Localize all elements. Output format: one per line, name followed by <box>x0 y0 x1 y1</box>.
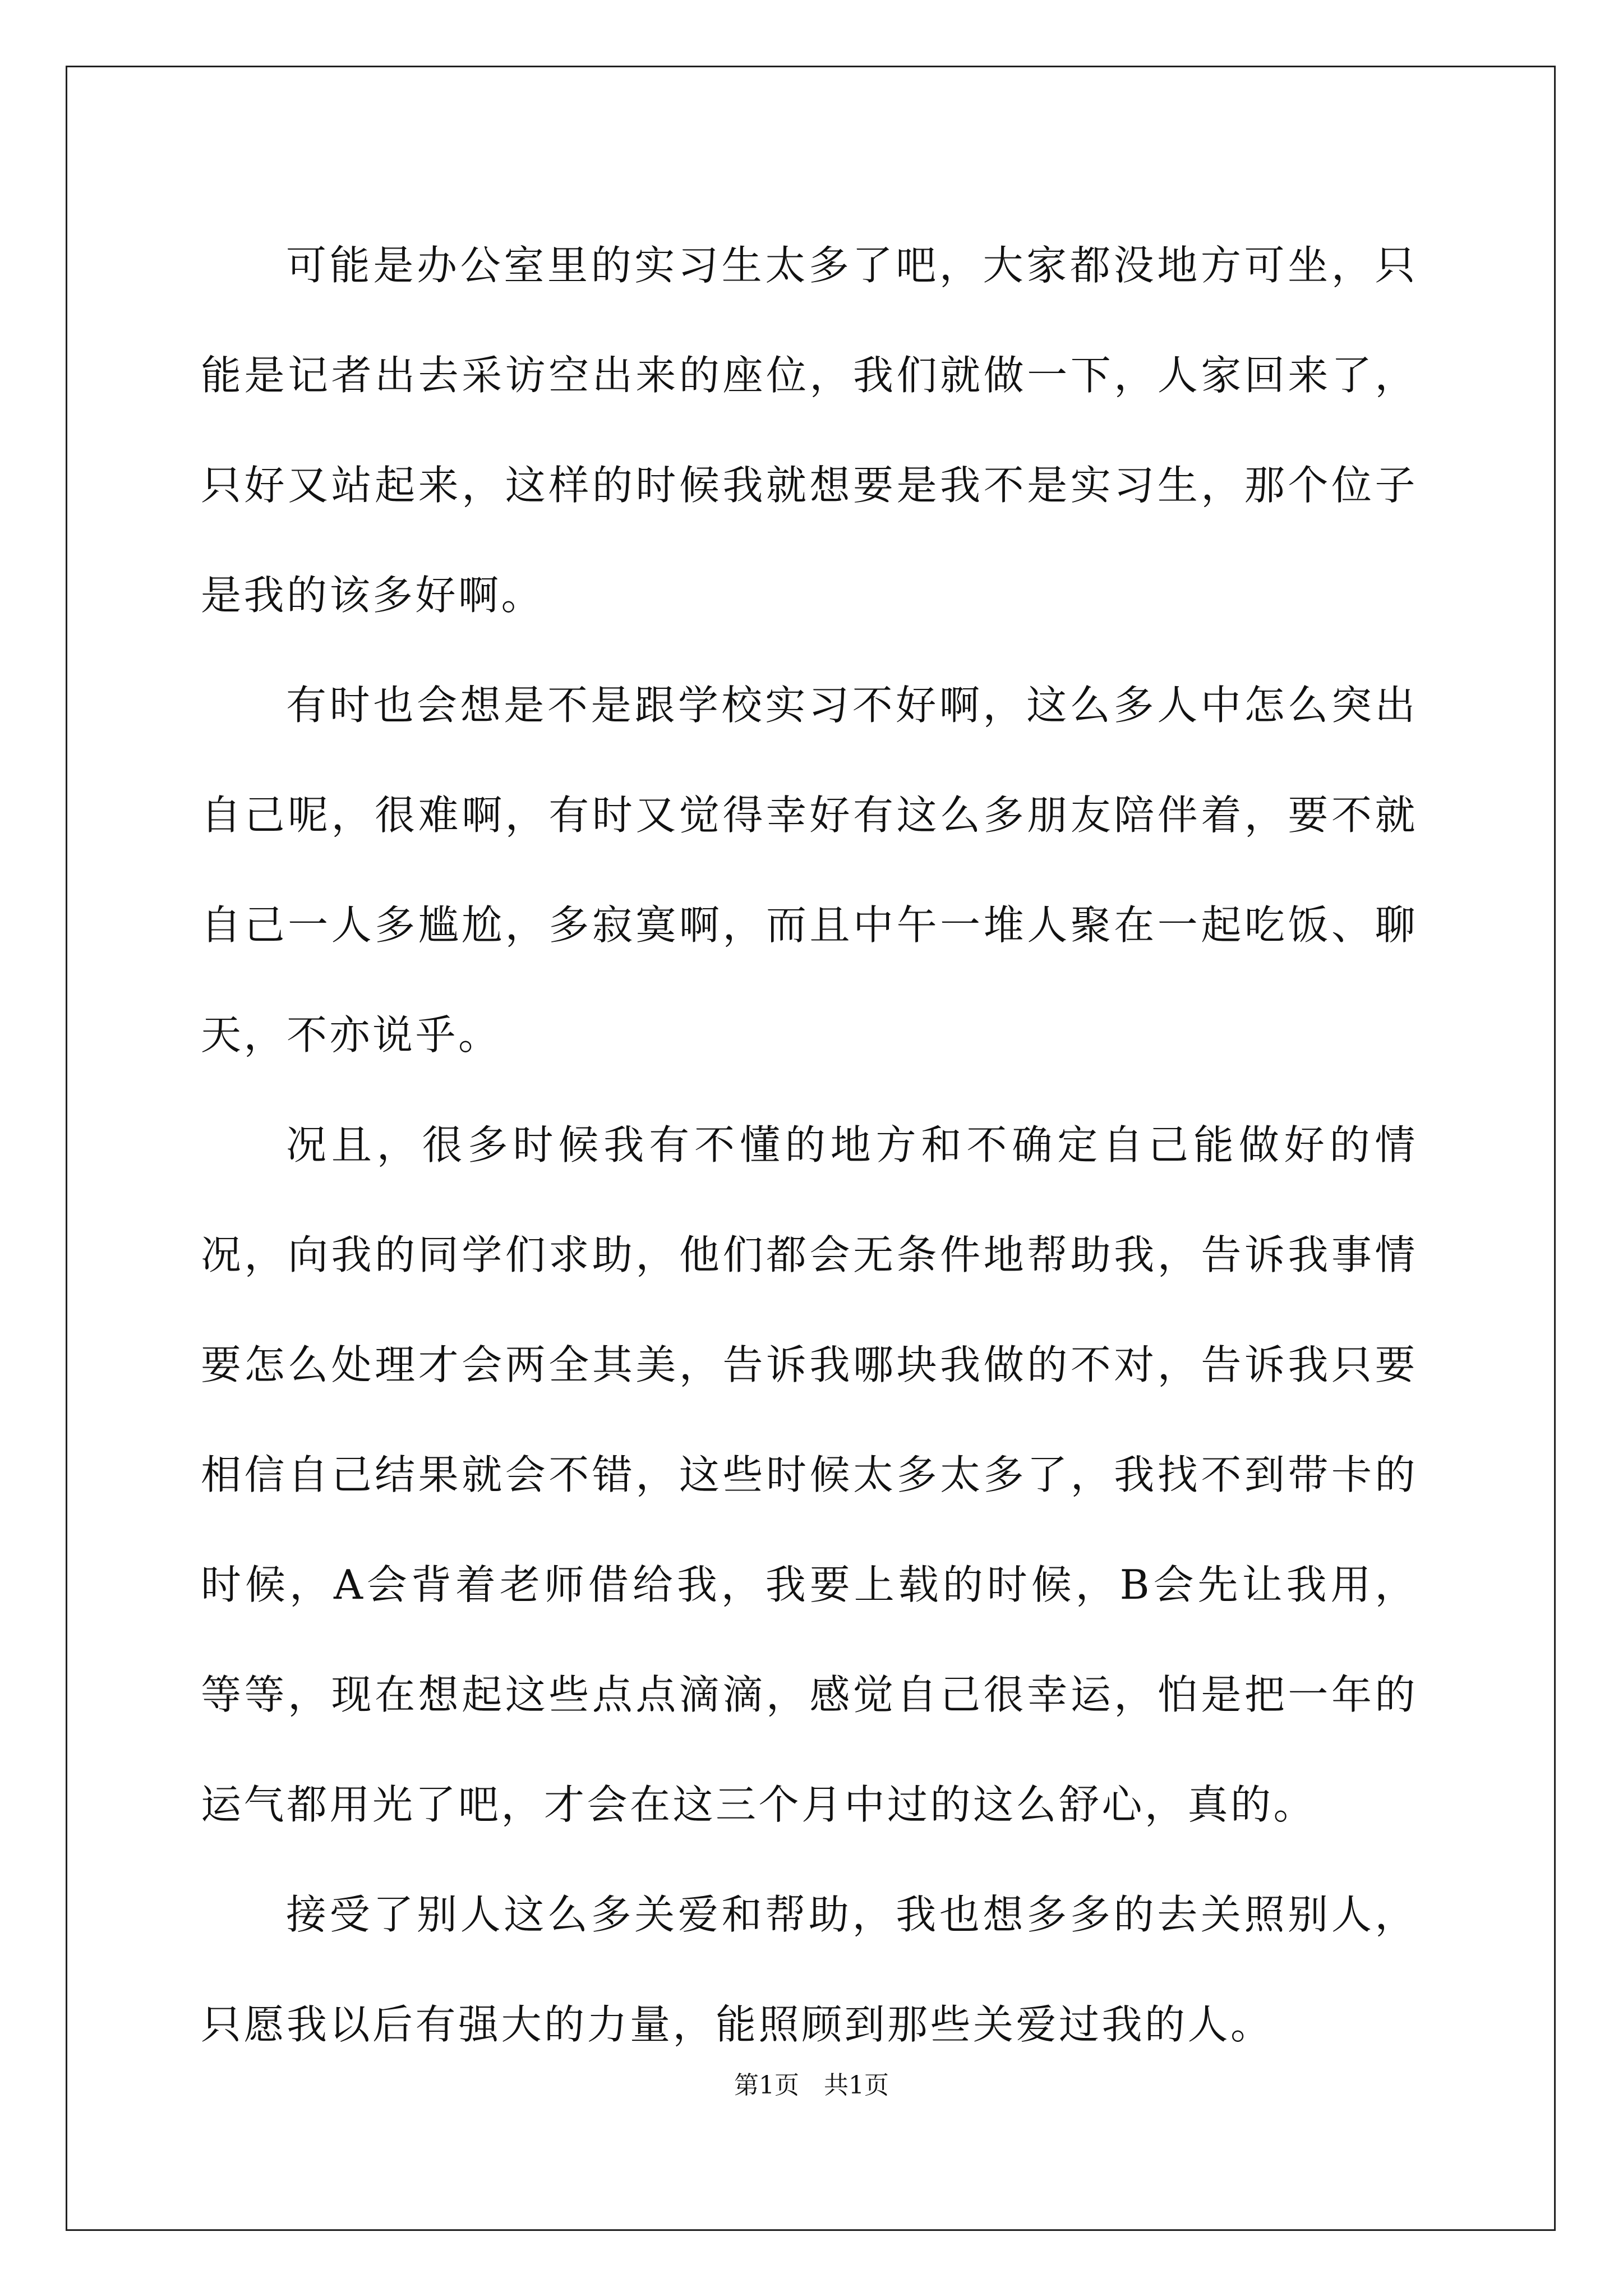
paragraph-4: 接受了别人这么多关爱和帮助，我也想多多的去关照别人，只愿我以后有强大的力量，能照顾到那些关爱过我的人。 <box>201 1891 1418 2048</box>
paragraph-2: 有时也会想是不是跟学校实习不好啊，这么多人中怎么突出自己呢，很难啊，有时又觉得幸好有这么多朋友陪伴着，要不就自己一人多尴尬，多寂寞啊，而且中午一堆人聚在一起吃饭、聊天，不亦说乎。 <box>201 682 1418 1059</box>
page-number-footer: 第1页 共1页 <box>734 2071 889 2100</box>
document-body <box>201 210 1418 2079</box>
paragraph-1: 可能是办公室里的实习生太多了吧，大家都没地方可坐，只能是记者出去采访空出来的座位，我们就做一下，人家回来了，只好又站起来，这样的时候我就想要是我不是实习生，那个位子是我的该多好啊。 <box>201 242 1418 619</box>
paragraph-3: 况且，很多时候我有不懂的地方和不确定自己能做好的情况，向我的同学们求助，他们都会无条件地帮助我，告诉我事情要怎么处理才会两全其美，告诉我哪块我做的不对，告诉我只要相信自己结果就会不错，这些时候太多太多了，我找不到带卡的时候，A会背着老师借给我，我要上载的时候，B会先让我用，等等，现在想起这些点点滴滴，感觉自己很幸运，怕是把一年的运气都用光了吧，才会在这三个月中过的这么舒心，真的。 <box>201 1121 1418 1828</box>
